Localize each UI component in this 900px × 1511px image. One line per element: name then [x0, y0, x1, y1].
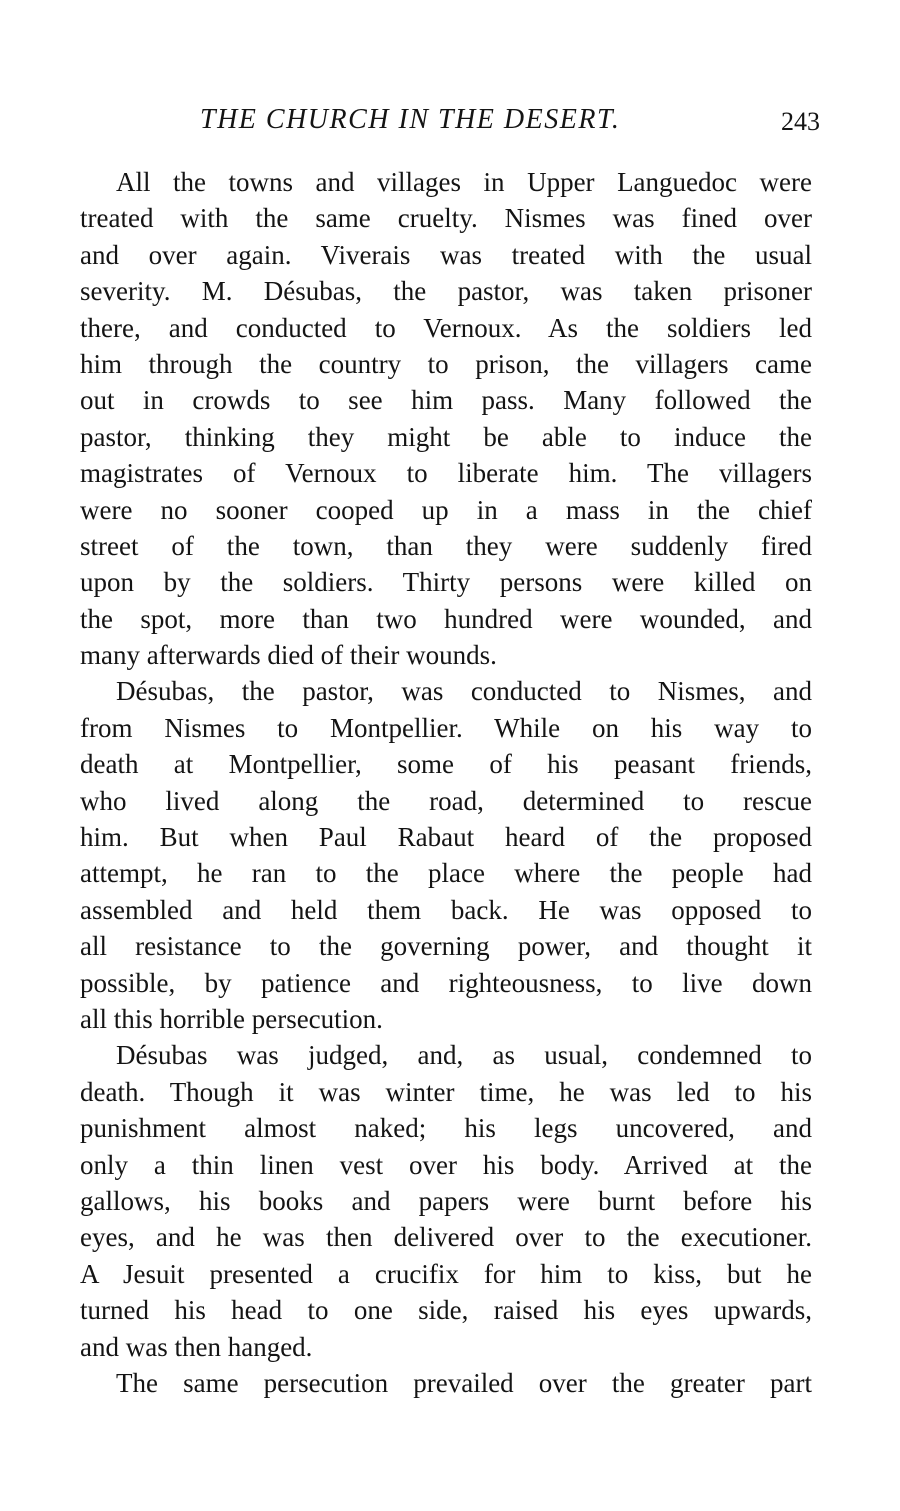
text-line: only a thin linen vest over his body. Arrived at the	[80, 1149, 812, 1180]
text-line: severity. M. Désubas, the pastor, was taken prisoner	[80, 276, 812, 307]
text-line: death. Though it was winter time, he was led to his	[80, 1076, 812, 1107]
text-line: street of the town, than they were suddenly fired	[80, 530, 812, 561]
text-line: Désubas, the pastor, was conducted to Nismes, and	[116, 676, 812, 707]
text-line: the spot, more than two hundred were wounded, and	[80, 603, 812, 634]
text-line: him through the country to prison, the villagers came	[80, 348, 812, 379]
text-line: him. But when Paul Rabaut heard of the proposed	[80, 822, 812, 853]
text-line: possible, by patience and righteousness, to live down	[80, 967, 812, 998]
text-line: Désubas was judged, and, as usual, condemned to	[116, 1040, 812, 1071]
text-line: A Jesuit presented a crucifix for him to kiss, but he	[80, 1258, 812, 1289]
text-line: assembled and held them back. He was opposed to	[80, 894, 812, 925]
text-line: and was then hanged.	[80, 1331, 313, 1362]
text-line: upon by the soldiers. Thirty persons were killed on	[80, 567, 812, 598]
text-line: punishment almost naked; his legs uncovered, and	[80, 1113, 812, 1144]
text-line: pastor, thinking they might be able to induce the	[80, 421, 812, 452]
text-line: eyes, and he was then delivered over to the executioner.	[80, 1222, 812, 1253]
paragraph-4	[80, 1365, 812, 1401]
text-line: all this horrible persecution.	[80, 1003, 383, 1034]
text-line: attempt, he ran to the place where the people had	[80, 858, 812, 889]
running-head	[200, 100, 820, 140]
page-number: 243	[781, 107, 820, 136]
running-title: THE CHURCH IN THE DESERT.	[200, 104, 621, 135]
text-line: magistrates of Vernoux to liberate him. The villagers	[80, 458, 812, 489]
text-line: all resistance to the governing power, and thought it	[80, 931, 812, 962]
text-line: and over again. Viverais was treated with the usual	[80, 239, 812, 270]
paragraph-3	[80, 1037, 812, 1365]
text-line: were no sooner cooped up in a mass in the chief	[80, 494, 812, 525]
text-line: gallows, his books and papers were burnt before his	[80, 1185, 812, 1216]
paragraph-1	[80, 164, 812, 673]
text-line: there, and conducted to Vernoux. As the soldiers led	[80, 312, 812, 343]
text-line: All the towns and villages in Upper Languedoc were	[116, 167, 812, 197]
text-line: out in crowds to see him pass. Many followed the	[80, 385, 812, 416]
text-line: from Nismes to Montpellier. While on his way to	[80, 712, 812, 743]
body-text	[80, 164, 812, 1401]
text-line: who lived along the road, determined to rescue	[80, 785, 812, 816]
text-line: many afterwards died of their wounds.	[80, 640, 497, 671]
paragraph-2	[80, 673, 812, 1037]
text-line: turned his head to one side, raised his eyes upwards,	[80, 1295, 812, 1326]
text-line: The same persecution prevailed over the greater part	[116, 1367, 812, 1398]
text-line: death at Montpellier, some of his peasant friends,	[80, 749, 812, 780]
text-line: treated with the same cruelty. Nismes was fined over	[80, 203, 812, 234]
